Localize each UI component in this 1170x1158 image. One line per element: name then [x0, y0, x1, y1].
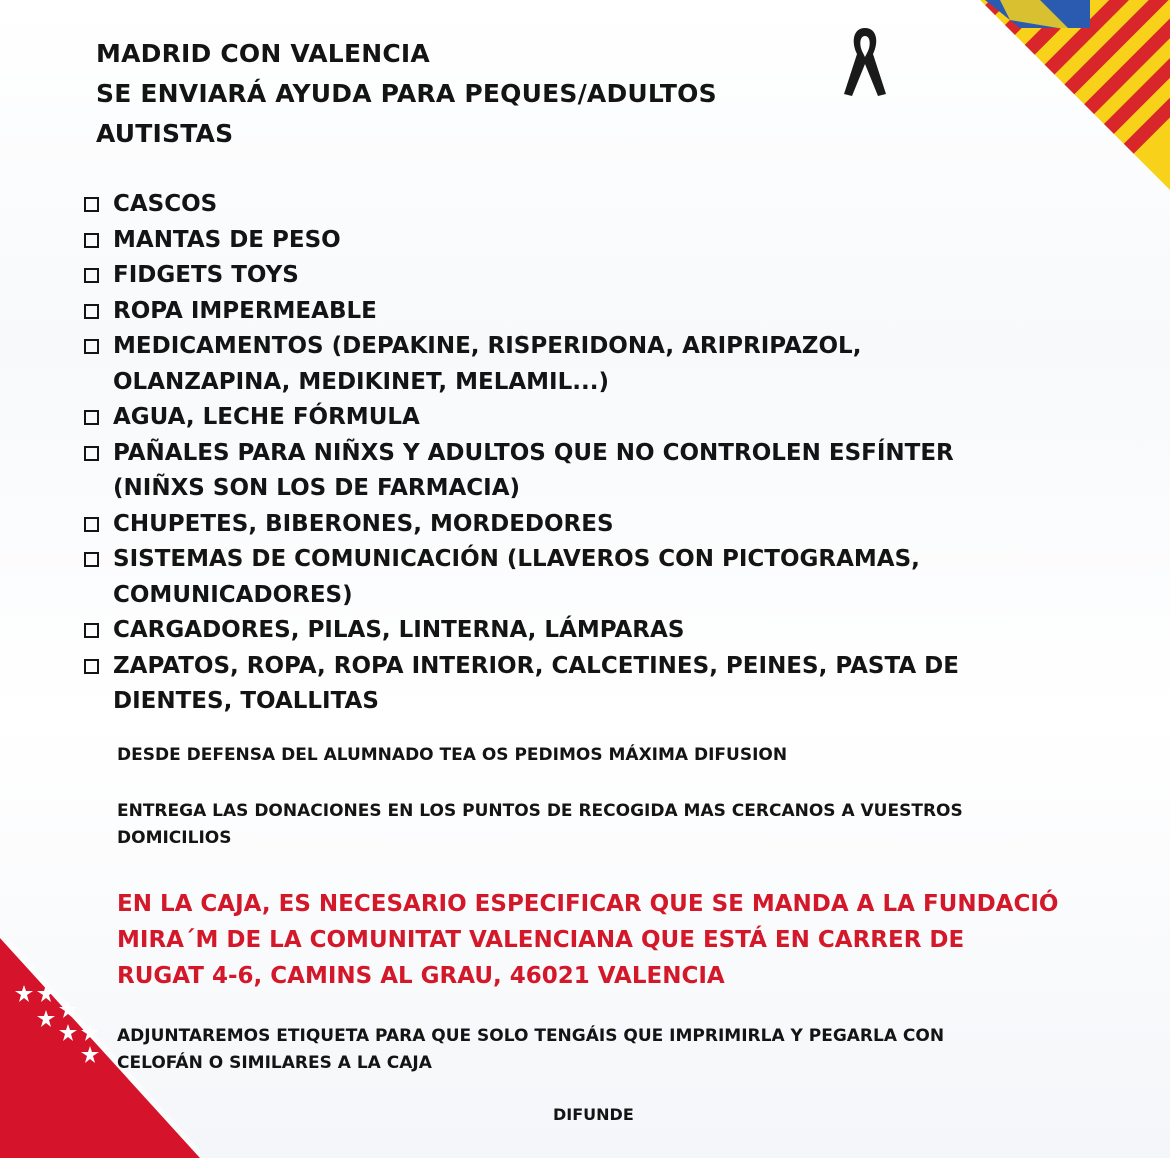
checkbox-icon[interactable]: [84, 659, 99, 674]
checklist-item[interactable]: [84, 436, 1084, 507]
checklist-item-label: ROPA IMPERMEABLE: [113, 297, 377, 324]
checklist-item-label: MANTAS DE PESO: [113, 226, 341, 253]
checklist-item[interactable]: [84, 187, 1084, 223]
checklist-item[interactable]: [84, 258, 1084, 294]
checklist-item[interactable]: [84, 223, 1084, 259]
checklist-item[interactable]: [84, 649, 1084, 720]
checklist-item[interactable]: [84, 542, 1084, 613]
checklist-item-label: PAÑALES PARA NIÑXS Y ADULTOS QUE NO CONTROLEN ESFÍNTER (NIÑXS SON LOS DE FARMACIA): [113, 439, 954, 501]
checklist-item-label: CASCOS: [113, 191, 218, 217]
checklist-item[interactable]: [84, 613, 1084, 649]
checkbox-icon[interactable]: [84, 304, 99, 319]
valencia-flag: [980, 0, 1170, 190]
delivery-note: ENTREGA LAS DONACIONES EN LOS PUNTOS DE RECOGIDA MAS CERCANOS A VUESTROS DOMICILIOS: [117, 801, 963, 848]
checklist-item-label: MEDICAMENTOS (DEPAKINE, RISPERIDONA, ARIPRIPAZOL, OLANZAPINA, MEDIKINET, MELAMIL...): [113, 333, 862, 395]
checklist-item-label: ZAPATOS, ROPA, ROPA INTERIOR, CALCETINES, PEINES, PASTA DE DIENTES, TOALLITAS: [113, 652, 959, 714]
checklist-item-label: AGUA, LECHE FÓRMULA: [113, 404, 420, 430]
poster-title: [96, 34, 717, 154]
title-line-3: AUTISTAS: [96, 119, 234, 148]
difusion-note: DESDE DEFENSA DEL ALUMNADO TEA OS PEDIMOS MÁXIMA DIFUSION: [117, 745, 788, 765]
label-note: ADJUNTAREMOS ETIQUETA PARA QUE SOLO TENGÁIS QUE IMPRIMIRLA Y PEGARLA CON CELOFÁN O SIMILARES A LA CAJA: [117, 1026, 945, 1073]
checklist-item-label: SISTEMAS DE COMUNICACIÓN (LLAVEROS CON PICTOGRAMAS, COMUNICADORES): [113, 546, 920, 608]
checklist-item[interactable]: [84, 294, 1084, 330]
checklist-item[interactable]: [84, 400, 1084, 436]
checkbox-icon[interactable]: [84, 410, 99, 425]
checklist-item[interactable]: [84, 329, 1084, 400]
checklist-item-label: CHUPETES, BIBERONES, MORDEDORES: [113, 510, 614, 537]
checkbox-icon[interactable]: [84, 268, 99, 283]
checkbox-icon[interactable]: [84, 339, 99, 354]
checklist-item-label: FIDGETS TOYS: [113, 262, 299, 288]
footer-difunde: DIFUNDE: [553, 1105, 634, 1124]
checklist: [84, 187, 1084, 720]
checkbox-icon[interactable]: [84, 552, 99, 567]
checkbox-icon[interactable]: [84, 623, 99, 638]
checkbox-icon[interactable]: [84, 517, 99, 532]
title-line-1: MADRID CON VALENCIA: [96, 39, 430, 68]
mourning-ribbon-icon: [840, 24, 890, 100]
title-line-2: SE ENVIARÁ AYUDA PARA PEQUES/ADULTOS: [96, 79, 717, 108]
checkbox-icon[interactable]: [84, 197, 99, 212]
checklist-item-label: CARGADORES, PILAS, LINTERNA, LÁMPARAS: [113, 617, 685, 643]
checkbox-icon[interactable]: [84, 233, 99, 248]
checklist-item[interactable]: [84, 507, 1084, 543]
shipping-address-warning: EN LA CAJA, ES NECESARIO ESPECIFICAR QUE SE MANDA A LA FUNDACIÓ MIRA´M DE LA COMUNITAT VALENCIANA QUE ESTÁ EN CARRER DE RUGAT 4-6, CAMINS AL GRAU, 46021 VALENCIA: [117, 891, 1059, 989]
checkbox-icon[interactable]: [84, 446, 99, 461]
